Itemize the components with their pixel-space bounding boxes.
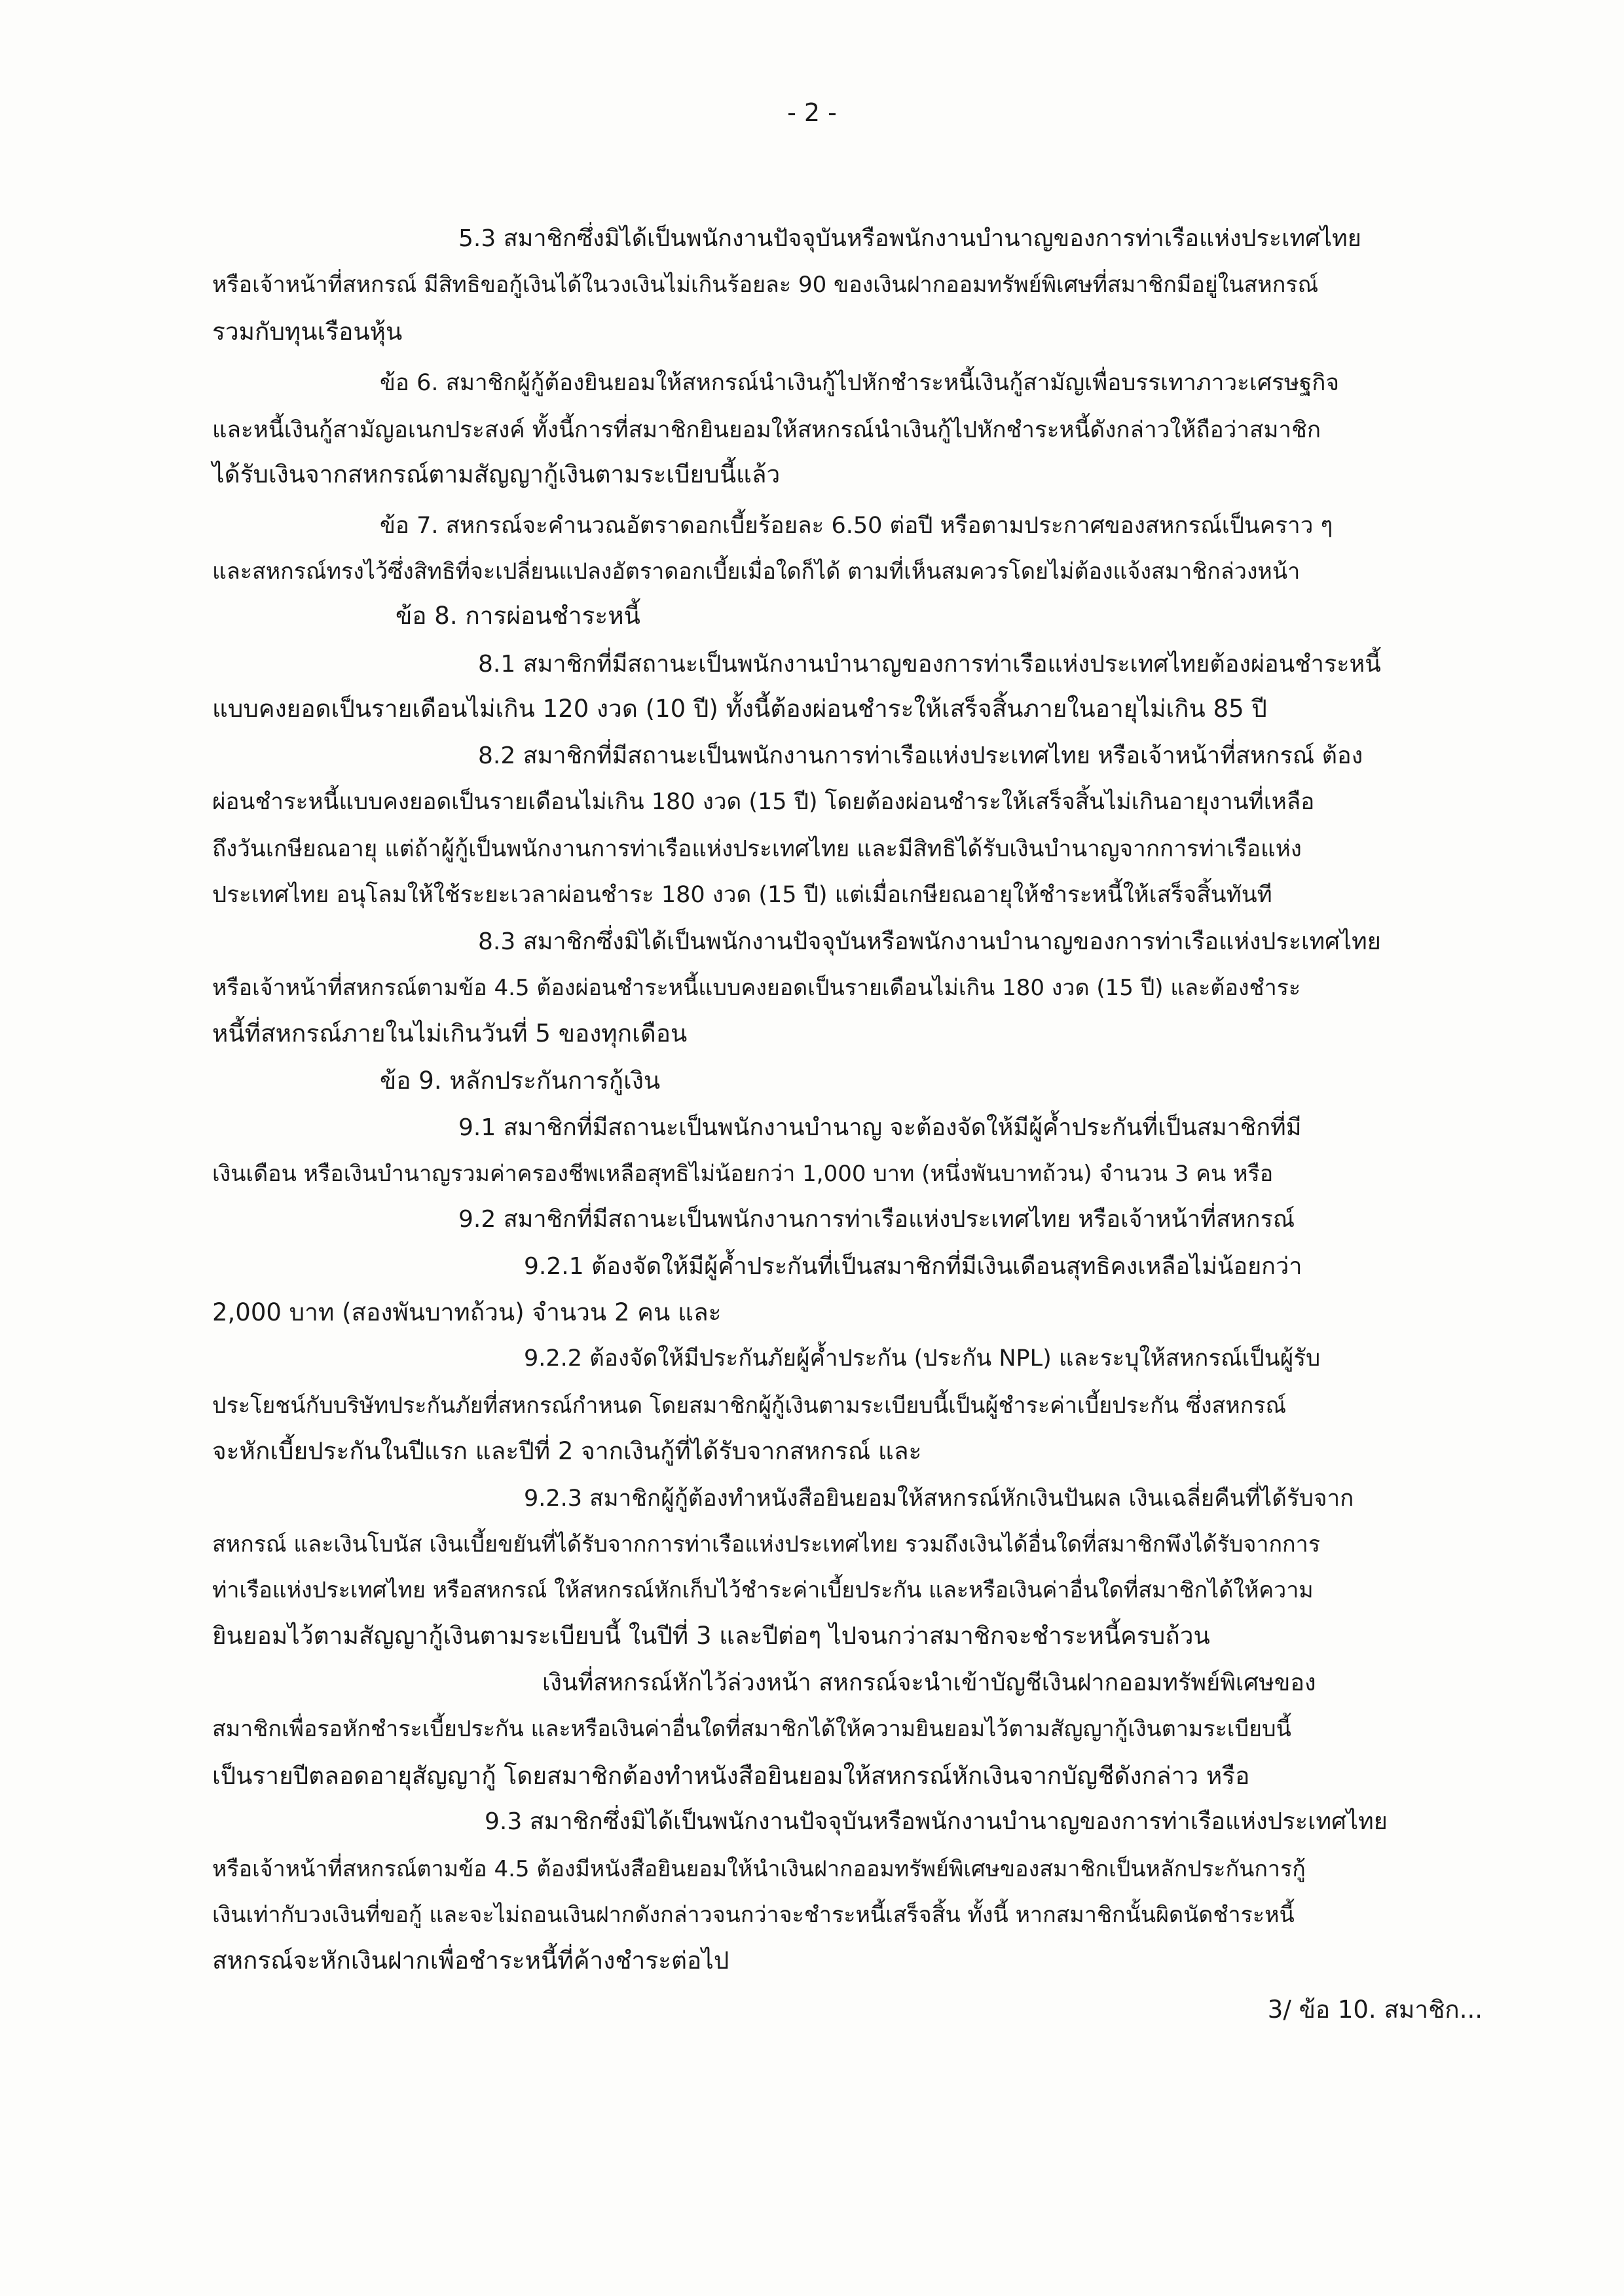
text-line: รวมกับทุนเรือนหุ้น bbox=[212, 318, 403, 346]
text-line: หรือเจ้าหน้าที่สหกรณ์ตามข้อ 4.5 ต้องมีหนังสือยินยอมให้นำเงินฝากออมทรัพย์พิเศษของสมาชิกเป็นหลักประกันการกู้ bbox=[212, 1856, 1306, 1882]
text-line: ข้อ 7. สหกรณ์จะคำนวณอัตราดอกเบี้ยร้อยละ 6.50 ต่อปี หรือตามประกาศของสหกรณ์เป็นคราว ๆ bbox=[380, 513, 1333, 539]
text-line: ยินยอมไว้ตามสัญญากู้เงินตามระเบียบนี้ ในปีที่ 3 และปีต่อๆ ไปจนกว่าสมาชิกจะชำระหนี้ครบถ้วน bbox=[212, 1622, 1210, 1650]
text-line: สมาชิกเพื่อรอหักชำระเบี้ยประกัน และหรือเงินค่าอื่นใดที่สมาชิกได้ให้ความยินยอมไว้ตามสัญญากู้เงินตามระเบียบนี้ bbox=[212, 1716, 1291, 1742]
text-line: ข้อ 6. สมาชิกผู้กู้ต้องยินยอมให้สหกรณ์นำเงินกู้ไปหักชำระหนี้เงินกู้สามัญเพื่อบรรเทาภาวะเศรษฐกิจ bbox=[380, 370, 1339, 396]
text-line: 9.2.3 สมาชิกผู้กู้ต้องทำหนังสือยินยอมให้สหกรณ์หักเงินปันผล เงินเฉลี่ยคืนที่ได้รับจาก bbox=[524, 1485, 1354, 1512]
text-line: หรือเจ้าหน้าที่สหกรณ์ตามข้อ 4.5 ต้องผ่อนชำระหนี้แบบคงยอดเป็นรายเดือนไม่เกิน 180 งวด (15 ปี) และต้องชำระ bbox=[212, 975, 1301, 1001]
text-line: ท่าเรือแห่งประเทศไทย หรือสหกรณ์ ให้สหกรณ์หักเก็บไว้ชำระค่าเบี้ยประกัน และหรือเงินค่าอื่นใดที่สมาชิกได้ให้ความ bbox=[212, 1577, 1314, 1603]
text-line: 2,000 บาท (สองพันบาทถ้วน) จำนวน 2 คน และ bbox=[212, 1298, 722, 1326]
text-line: เงินที่สหกรณ์หักไว้ล่วงหน้า สหกรณ์จะนำเข้าบัญชีเงินฝากออมทรัพย์พิเศษของ bbox=[542, 1669, 1316, 1696]
text-line: ประเทศไทย อนุโลมให้ใช้ระยะเวลาผ่อนชำระ 180 งวด (15 ปี) แต่เมื่อเกษียณอายุให้ชำระหนี้ให้เสร็จสิ้นทันที bbox=[212, 882, 1272, 908]
text-line: 9.2.1 ต้องจัดให้มีผู้ค้ำประกันที่เป็นสมาชิกที่มีเงินเดือนสุทธิคงเหลือไม่น้อยกว่า bbox=[524, 1253, 1302, 1280]
text-line: 8.2 สมาชิกที่มีสถานะเป็นพนักงานการท่าเรือแห่งประเทศไทย หรือเจ้าหน้าที่สหกรณ์ ต้อง bbox=[478, 742, 1363, 769]
text-line: 9.2.2 ต้องจัดให้มีประกันภัยผู้ค้ำประกัน (ประกัน NPL) และระบุให้สหกรณ์เป็นผู้รับ bbox=[524, 1345, 1321, 1372]
text-line: และสหกรณ์ทรงไว้ซึ่งสิทธิที่จะเปลี่ยนแปลงอัตราดอกเบี้ยเมื่อใดก็ได้ ตามที่เห็นสมควรโดยไม่ต้องแจ้งสมาชิกล่วงหน้า bbox=[212, 558, 1301, 585]
continuation-note: 3/ ข้อ 10. สมาชิก... bbox=[1267, 1995, 1483, 2024]
text-line: 9.3 สมาชิกซึ่งมิได้เป็นพนักงานปัจจุบันหรือพนักงานบำนาญของการท่าเรือแห่งประเทศไทย bbox=[485, 1808, 1388, 1835]
text-line: ข้อ 9. หลักประกันการกู้เงิน bbox=[380, 1066, 661, 1095]
text-line: ได้รับเงินจากสหกรณ์ตามสัญญากู้เงินตามระเบียบนี้แล้ว bbox=[212, 460, 781, 488]
text-line: 9.2 สมาชิกที่มีสถานะเป็นพนักงานการท่าเรือแห่งประเทศไทย หรือเจ้าหน้าที่สหกรณ์ bbox=[458, 1206, 1295, 1233]
text-line: 5.3 สมาชิกซึ่งมิได้เป็นพนักงานปัจจุบันหรือพนักงานบำนาญของการท่าเรือแห่งประเทศไทย bbox=[458, 225, 1361, 252]
text-line: 9.1 สมาชิกที่มีสถานะเป็นพนักงานบำนาญ จะต้องจัดให้มีผู้ค้ำประกันที่เป็นสมาชิกที่มี bbox=[458, 1114, 1302, 1141]
text-line: สหกรณ์จะหักเงินฝากเพื่อชำระหนี้ที่ค้างชำระต่อไป bbox=[212, 1946, 729, 1975]
text-line: หรือเจ้าหน้าที่สหกรณ์ มีสิทธิขอกู้เงินได้ในวงเงินไม่เกินร้อยละ 90 ของเงินฝากออมทรัพย์พิเศษที่สมาชิกมีอยู่ในสหกรณ์ bbox=[212, 272, 1319, 298]
text-line: เงินเดือน หรือเงินบำนาญรวมค่าครองชีพเหลือสุทธิไม่น้อยกว่า 1,000 บาท (หนึ่งพันบาทถ้วน) จำนวน 3 คน หรือ bbox=[212, 1161, 1274, 1187]
text-line: สหกรณ์ และเงินโบนัส เงินเบี้ยขยันที่ได้รับจากการท่าเรือแห่งประเทศไทย รวมถึงเงินได้อื่นใดที่สมาชิกพึงได้รับจากการ bbox=[212, 1531, 1320, 1558]
text-line: จะหักเบี้ยประกันในปีแรก และปีที่ 2 จากเงินกู้ที่ได้รับจากสหกรณ์ และ bbox=[212, 1437, 922, 1465]
text-line: เงินเท่ากับวงเงินที่ขอกู้ และจะไม่ถอนเงินฝากดังกล่าวจนกว่าจะชำระหนี้เสร็จสิ้น ทั้งนี้ หากสมาชิกนั้นผิดนัดชำระหนี้ bbox=[212, 1902, 1295, 1928]
text-line: แบบคงยอดเป็นรายเดือนไม่เกิน 120 งวด (10 ปี) ทั้งนี้ต้องผ่อนชำระให้เสร็จสิ้นภายในอายุไม่เกิน 85 ปี bbox=[212, 695, 1267, 723]
text-line: ถึงวันเกษียณอายุ แต่ถ้าผู้กู้เป็นพนักงานการท่าเรือแห่งประเทศไทย และมีสิทธิได้รับเงินบำนาญจากการท่าเรือแห่ง bbox=[212, 836, 1302, 862]
text-line: ประโยชน์กับบริษัทประกันภัยที่สหกรณ์กำหนด โดยสมาชิกผู้กู้เงินตามระเบียบนี้เป็นผู้ชำระค่าเบี้ยประกัน ซึ่งสหกรณ์ bbox=[212, 1393, 1287, 1419]
text-line: หนี้ที่สหกรณ์ภายในไม่เกินวันที่ 5 ของทุกเดือน bbox=[212, 1019, 688, 1048]
text-line: เป็นรายปีตลอดอายุสัญญากู้ โดยสมาชิกต้องทำหนังสือยินยอมให้สหกรณ์หักเงินจากบัญชีดังกล่าว หรือ bbox=[212, 1762, 1250, 1790]
text-line: และหนี้เงินกู้สามัญอเนกประสงค์ ทั้งนี้การที่สมาชิกยินยอมให้สหกรณ์นำเงินกู้ไปหักชำระหนี้ดังกล่าวให้ถือว่าสมาชิก bbox=[212, 417, 1321, 443]
text-line: 8.3 สมาชิกซึ่งมิได้เป็นพนักงานปัจจุบันหรือพนักงานบำนาญของการท่าเรือแห่งประเทศไทย bbox=[478, 928, 1381, 955]
page-number: - 2 - bbox=[787, 98, 837, 127]
text-line: ผ่อนชำระหนี้แบบคงยอดเป็นรายเดือนไม่เกิน 180 งวด (15 ปี) โดยต้องผ่อนชำระให้เสร็จสิ้นไม่เกินอายุงานที่เหลือ bbox=[212, 789, 1315, 815]
text-line: ข้อ 8. การผ่อนชำระหนี้ bbox=[396, 602, 640, 630]
text-line: 8.1 สมาชิกที่มีสถานะเป็นพนักงานบำนาญของการท่าเรือแห่งประเทศไทยต้องผ่อนชำระหนี้ bbox=[478, 651, 1381, 678]
